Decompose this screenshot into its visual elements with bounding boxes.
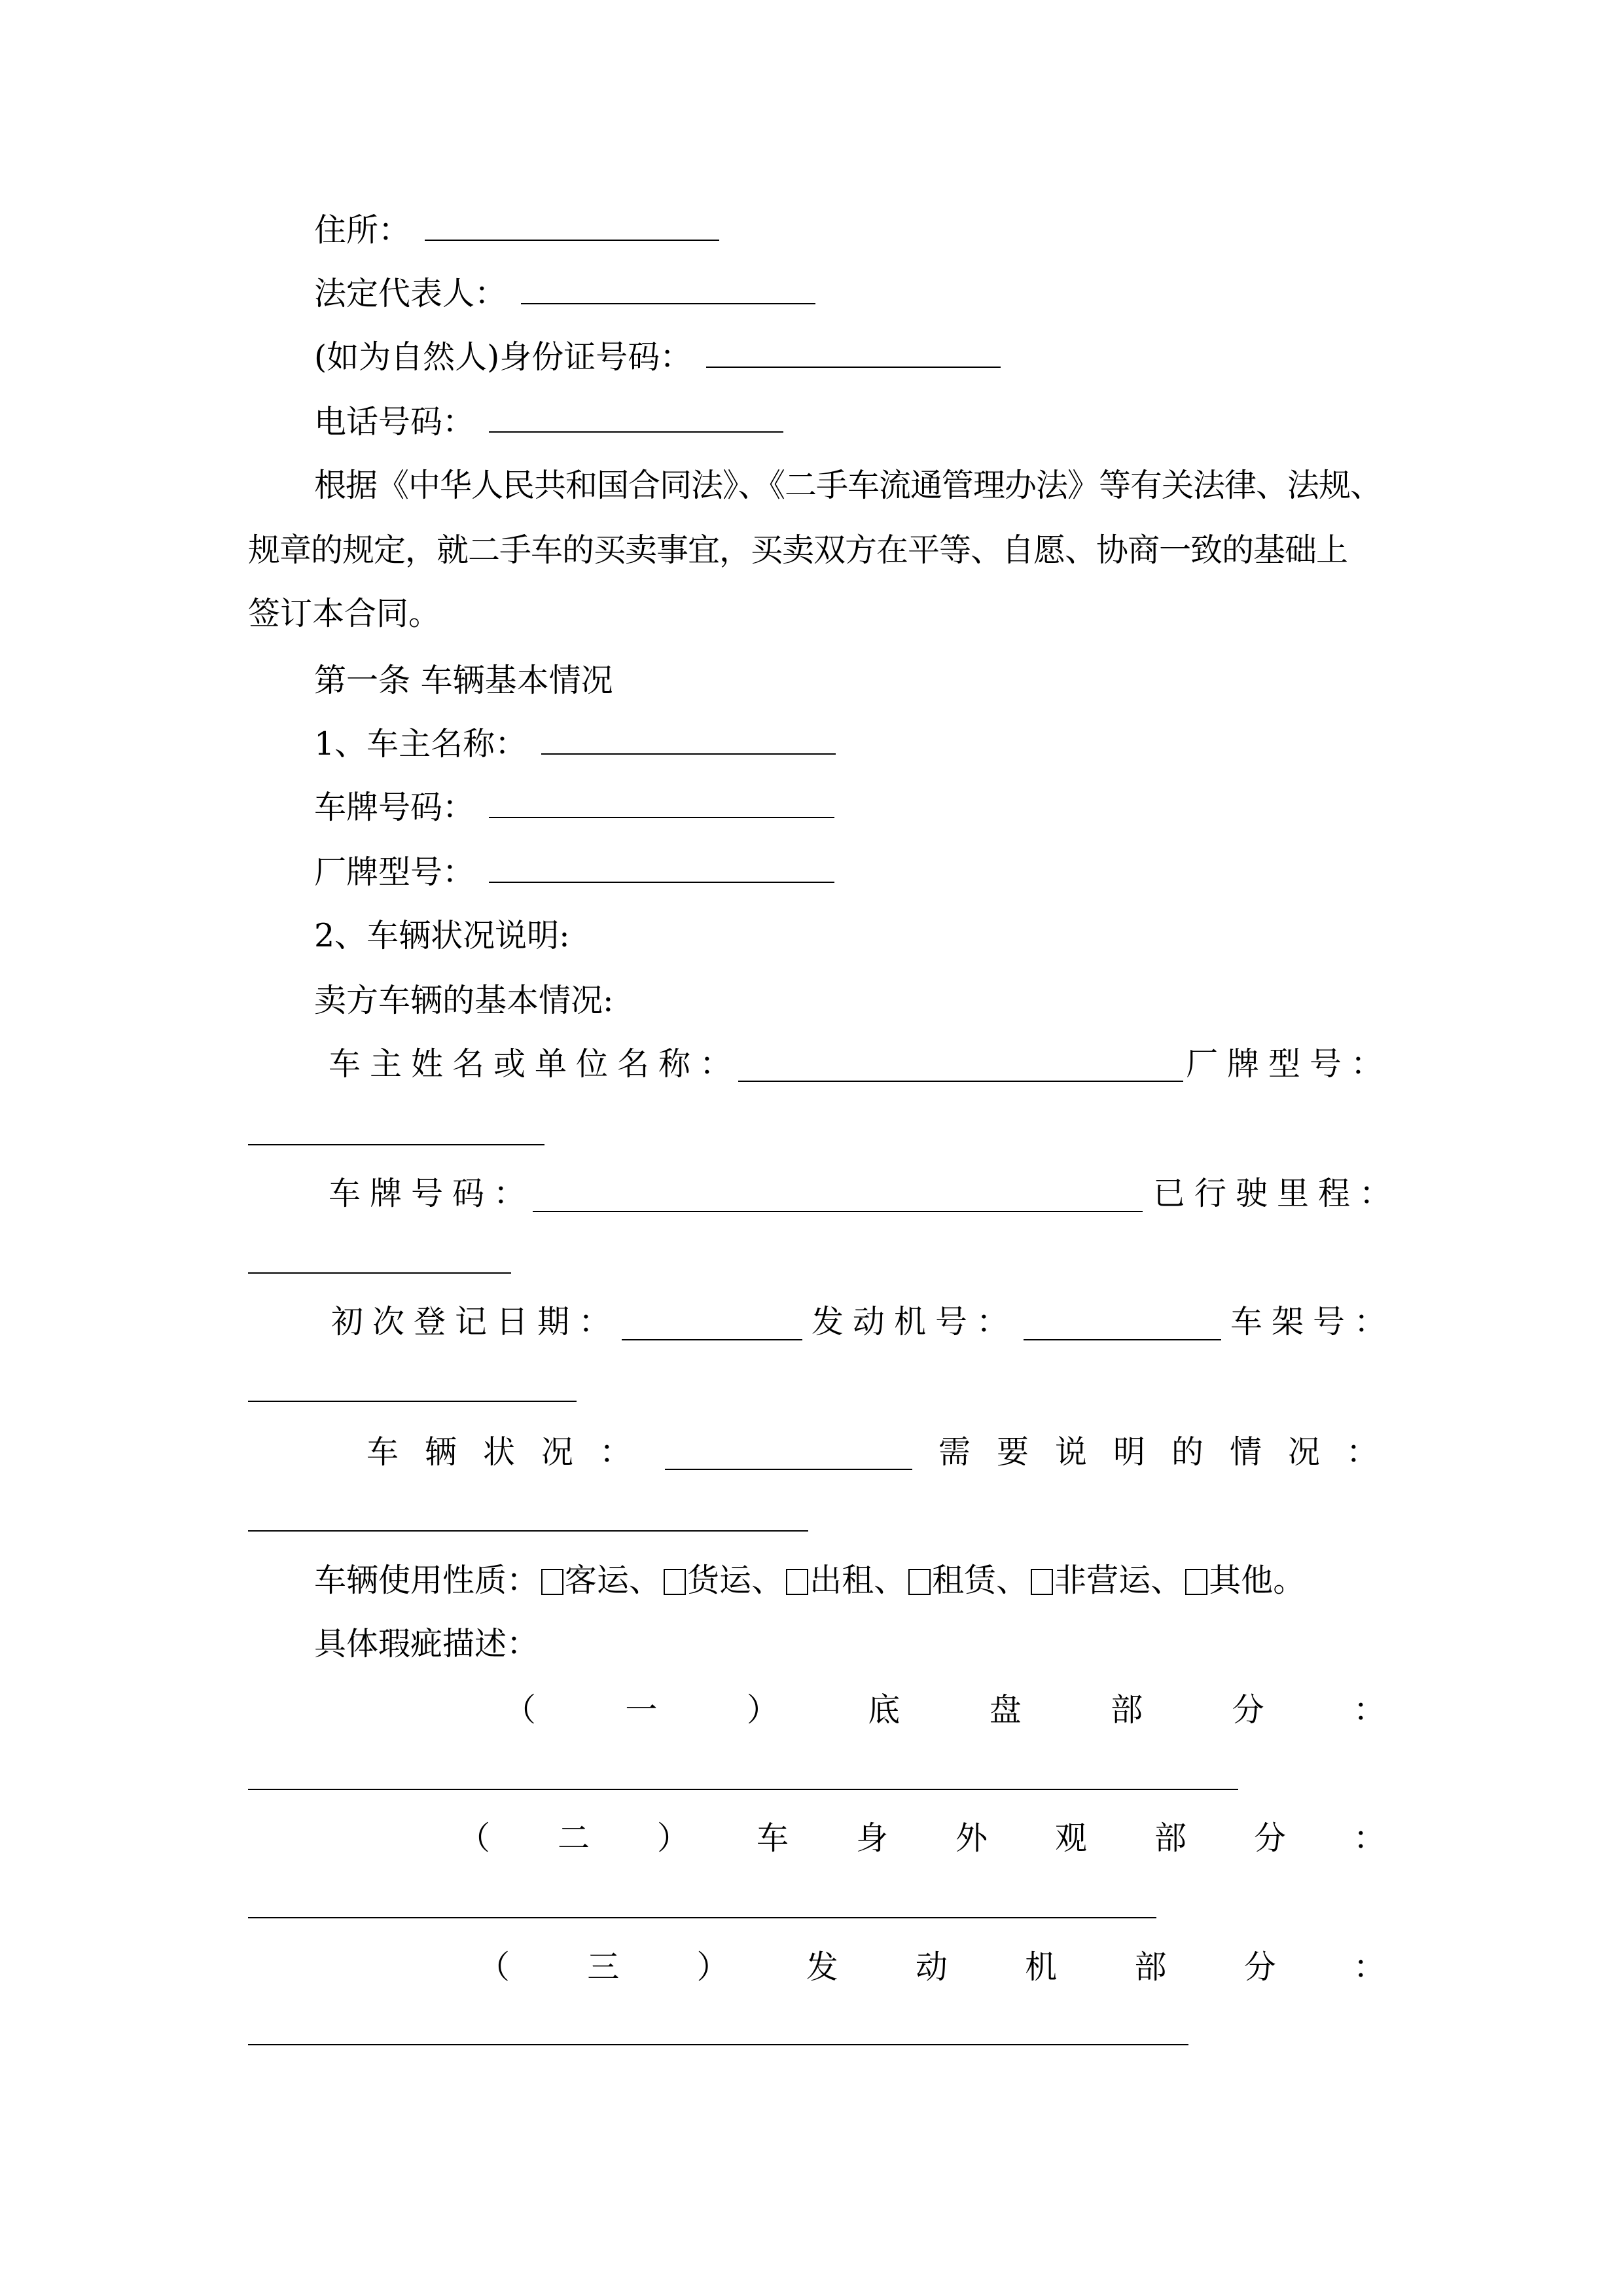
preamble-line-2: 规章的规定，就二手车的买卖事宜，买卖双方在平等、自愿、协商一致的基础上 xyxy=(248,531,1348,569)
article-1-title: 第一条 车辆基本情况 xyxy=(314,662,613,699)
defect-char: 部 xyxy=(1154,1820,1187,1857)
defect-char: 二 xyxy=(558,1820,590,1857)
id-number-row xyxy=(314,338,1001,377)
owner-name-label: 车主姓名或单位名称： xyxy=(329,1045,741,1083)
usage-option-taxi[interactable]: 出租、 xyxy=(783,1562,906,1599)
checkbox-icon[interactable] xyxy=(541,1569,563,1595)
defect-char: 分 xyxy=(1232,1691,1264,1729)
address-row xyxy=(314,211,719,250)
defect-char: ： xyxy=(1353,1948,1386,1986)
plate-no-field[interactable] xyxy=(533,1211,1143,1212)
owner-row xyxy=(314,725,836,764)
defect-char: ： xyxy=(1353,1691,1386,1729)
defect-char: 机 xyxy=(1025,1948,1058,1986)
defect-char: ） xyxy=(657,1820,690,1857)
defect-char: 车 xyxy=(757,1820,789,1857)
defect-char: （ xyxy=(504,1691,537,1729)
defect-char: 盘 xyxy=(989,1691,1022,1729)
usage-row xyxy=(314,1561,1305,1600)
reg-date-label: 初次登记日期： xyxy=(331,1303,620,1340)
brand-model-label: 厂牌型号： xyxy=(1186,1045,1393,1083)
defect-engine-field[interactable] xyxy=(248,2044,1188,2045)
notes-label: 需要说明的情况： xyxy=(938,1433,1405,1471)
id-number-label: (如为自然人)身份证号码： xyxy=(314,338,692,376)
defect-char: 一 xyxy=(625,1691,658,1729)
condition-field[interactable] xyxy=(665,1469,912,1470)
plate-label: 车牌号码： xyxy=(314,789,475,826)
phone-field[interactable] xyxy=(489,403,783,433)
defect-char: 部 xyxy=(1134,1948,1167,1986)
id-number-field[interactable] xyxy=(706,338,1001,368)
defect-char: 发 xyxy=(806,1948,838,1986)
defect-char: 部 xyxy=(1111,1691,1143,1729)
condition-label: 车辆状况： xyxy=(366,1433,658,1471)
owner-field[interactable] xyxy=(541,725,836,755)
engine-no-label: 发动机号： xyxy=(812,1303,1018,1340)
preamble-line-1: 根据《中华人民共和国合同法》、《二手车流通管理办法》等有关法律、法规、 xyxy=(314,467,1382,504)
defect-char: 底 xyxy=(868,1691,901,1729)
status-heading: 2、车辆状况说明: xyxy=(314,917,570,954)
checkbox-icon[interactable] xyxy=(1185,1569,1207,1595)
defect-char: 动 xyxy=(916,1948,948,1986)
defect-char: 外 xyxy=(955,1820,988,1857)
seller-heading: 卖方车辆的基本情况: xyxy=(314,982,614,1019)
usage-label: 车辆使用性质： xyxy=(314,1562,539,1599)
defect-char: （ xyxy=(478,1948,510,1986)
notes-field[interactable] xyxy=(248,1530,808,1532)
plate-no-label: 车牌号码： xyxy=(329,1175,535,1212)
reg-date-field[interactable] xyxy=(622,1339,802,1340)
usage-option-non-commercial[interactable]: 非营运、 xyxy=(1028,1562,1183,1599)
checkbox-icon[interactable] xyxy=(1031,1569,1053,1595)
phone-label: 电话号码： xyxy=(314,403,475,440)
address-label: 住所： xyxy=(314,211,411,249)
legal-rep-field[interactable] xyxy=(521,274,815,304)
mileage-label: 已行驶里程： xyxy=(1153,1175,1401,1212)
defect-char: ： xyxy=(1353,1820,1386,1857)
engine-no-field[interactable] xyxy=(1024,1339,1221,1340)
defect-chassis-field[interactable] xyxy=(248,1789,1238,1790)
defect-char: 观 xyxy=(1055,1820,1088,1857)
plate-row xyxy=(314,788,834,827)
plate-field[interactable] xyxy=(489,788,834,818)
defect-char: ） xyxy=(696,1948,729,1986)
brand-model-field[interactable] xyxy=(248,1144,544,1145)
brand-row xyxy=(314,853,834,892)
legal-rep-row xyxy=(314,274,815,314)
defect-body-field[interactable] xyxy=(248,1917,1156,1918)
defect-char: 身 xyxy=(856,1820,889,1857)
usage-option-passenger[interactable]: 客运、 xyxy=(539,1562,661,1599)
frame-no-label: 车架号： xyxy=(1230,1303,1396,1340)
defects-heading: 具体瑕疵描述： xyxy=(314,1625,539,1662)
usage-option-freight[interactable]: 货运、 xyxy=(661,1562,783,1599)
owner-name-field[interactable] xyxy=(738,1081,1183,1082)
defect-char: （ xyxy=(458,1820,491,1857)
usage-option-lease[interactable]: 租赁、 xyxy=(906,1562,1028,1599)
brand-field[interactable] xyxy=(489,853,834,883)
address-field[interactable] xyxy=(425,211,719,241)
checkbox-icon[interactable] xyxy=(908,1569,931,1595)
checkbox-icon[interactable] xyxy=(786,1569,808,1595)
defect-char: 分 xyxy=(1243,1948,1276,1986)
frame-no-field[interactable] xyxy=(248,1401,577,1402)
brand-label: 厂牌型号： xyxy=(314,853,475,891)
owner-label: 1、车主名称： xyxy=(314,725,527,762)
defect-char: ） xyxy=(746,1691,779,1729)
usage-option-other[interactable]: 其他。 xyxy=(1183,1562,1305,1599)
phone-row xyxy=(314,403,783,442)
defect-char: 三 xyxy=(587,1948,620,1986)
mileage-field[interactable] xyxy=(248,1272,511,1274)
defect-char: 分 xyxy=(1254,1820,1287,1857)
checkbox-icon[interactable] xyxy=(664,1569,686,1595)
legal-rep-label: 法定代表人： xyxy=(314,275,507,312)
preamble-line-3: 签订本合同。 xyxy=(248,595,441,632)
